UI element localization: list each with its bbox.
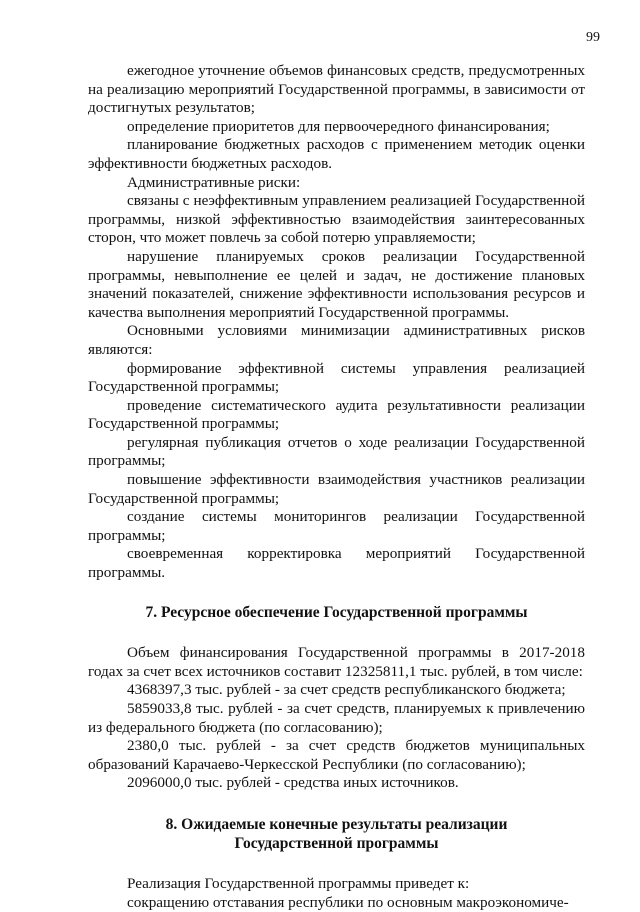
paragraph: формирование эффективной системы управления реализацией Государственной программы; [88, 359, 585, 396]
paragraph: связаны с неэффективным управлением реализацией Государственной программы, низкой эффективностью взаимодействия заинтересованных сторон, что может повлечь за собой потерю управляемости; [88, 192, 585, 247]
paragraph: Объем финансирования Государственной программы в 2017-2018 годах за счет всех источников составит 12325811,1 тыс. рублей, в том числе: [88, 644, 585, 680]
document-body [88, 62, 585, 912]
section-7-heading: 7. Ресурсное обеспечение Государственной программы [145, 603, 528, 621]
paragraph: планирование бюджетных расходов с применением методик оценки эффективности бюджетных расходов. [88, 136, 585, 172]
paragraph: своевременная корректировка мероприятий Государственной программы. [88, 545, 585, 582]
paragraph: Административные риски: [127, 173, 301, 191]
paragraph: регулярная публикация отчетов о ходе реализации Государственной программы; [88, 433, 585, 470]
section-8-heading [88, 816, 585, 853]
paragraph: повышение эффективности взаимодействия участников реализации Государственной программы; [88, 471, 585, 507]
section-8-heading-line2: Государственной программы [234, 834, 439, 852]
paragraph: Реализация Государственной программы приведет к: [127, 875, 470, 893]
paragraph: 4368397,3 тыс. рублей - за счет средств республиканского бюджета; [127, 681, 566, 699]
paragraph: 2096000,0 тыс. рублей - средства иных источников. [127, 774, 459, 792]
paragraph: нарушение планируемых сроков реализации Государственной программы, невыполнение ее целей и задач, не достижение плановых значений показателей, снижение эффективности использования ресурсов и качества выполнения мероприятий Государственной программы. [88, 247, 585, 321]
paragraph: 5859033,8 тыс. рублей - за счет средств, планируемых к привлечению из федерального бюджета (по согласованию); [88, 700, 585, 736]
paragraph: Основными условиями минимизации административных рисков являются: [88, 322, 585, 358]
paragraph: 2380,0 тыс. рублей - за счет средств бюджетов муниципальных образований Карачаево-Черкесской Республики (по согласованию); [88, 737, 585, 773]
paragraph: определение приоритетов для первоочередного финансирования; [127, 117, 550, 135]
section-8-heading-line1: 8. Ожидаемые конечные результаты реализации [165, 815, 508, 833]
paragraph: создание системы мониторингов реализации Государственной программы; [88, 508, 585, 544]
page-number: 99 [586, 30, 600, 45]
paragraph: проведение систематического аудита результативности реализации Государственной программы; [88, 396, 585, 433]
paragraph: ежегодное уточнение объемов финансовых средств, предусмотренных на реализацию мероприятий Государственной программы, в зависимости от достигнутых результатов; [88, 62, 585, 117]
paragraph: сокращению отставания республики по основным макроэкономиче- [127, 893, 569, 911]
